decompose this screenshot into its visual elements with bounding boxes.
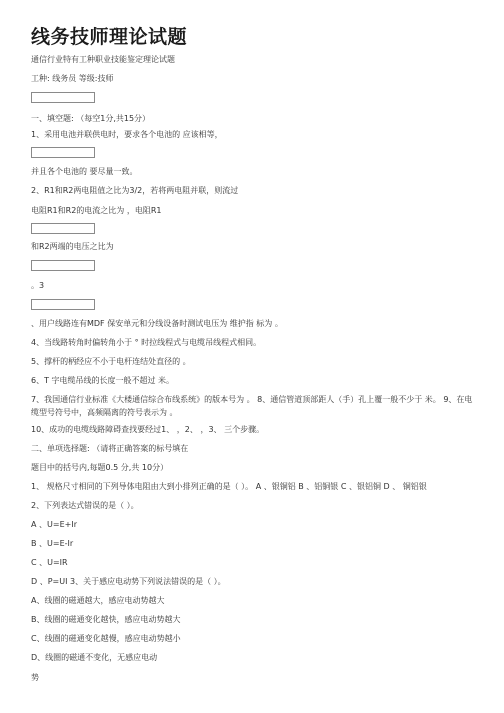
option-text: B、线圈的磁通变化越快，感应电动势越大 [31,615,181,624]
option-text: A、线圈的磁通越大，感应电动势越大 [31,596,165,605]
question-text: 1、 规格尺寸相同的下列导体电阻由大到小排列正确的是（ ）。 A 、银铜铝 B 、铝铜银 C 、银铝铜 D 、 铜铝银 [31,482,427,491]
document-subtitle: 通信行业特有工种职业技能鉴定理论试题 [31,55,175,64]
question-text: 4、当线路转角时偏转角小于 ° 时拉线程式与电缆吊线程式相同。 [31,338,262,347]
option-text: A 、U=E+Ir [31,520,77,529]
option-text: C 、U=IR [31,558,68,567]
document-meta: 工种: 线务员 等级:技师 [31,74,114,83]
option-text: C、线圈的磁通变化越慢，感应电动势越小 [31,634,181,643]
answer-blank[interactable] [31,299,95,310]
question-text: 5、撑杆的柄经应不小于电杆连结处直径的 。 [31,357,191,366]
question-text: 电阻R1和R2的电流之比为 ，电阻R1 [31,206,162,215]
document-title: 线务技师理论试题 [31,26,188,48]
option-text: B 、U=E-Ir [31,539,74,548]
section-header: 二、单项选择题: （请将正确答案的标号填在 [31,444,189,453]
question-text: 7、我国通信行业标准《大楼通信综合布线系统》的版本号为 。 8、通信管道顶部距人（手）孔上覆一般不少于 米。 9、在电缆型号符号中，高频隔离的符号表示为 。 [31,395,473,417]
section-header: 一、填空题: （每空1分,共15分） [31,114,151,123]
section-note: 题目中的括号内,每题0.5 分,共 10分） [31,463,169,472]
question-text: 2、R1和R2两电阻值之比为3/2，若将两电阻并联，则流过 [31,186,239,195]
question-text: 。3 [31,281,45,290]
question-text: 和R2两端的电压之比为 [31,242,114,251]
option-text: D 、P=UI 3、关于感应电动势下列说法错误的是（ ）。 [31,577,226,586]
question-text: 1、采用电池并联供电时，要求各个电池的 应该相等， [31,130,223,139]
question-text: 6、T 字电缆吊线的长度一般不超过 米。 [31,376,175,385]
question-text: 并且各个电池的 要尽量一致。 [31,167,138,176]
question-text: 10、成功的电缆线路障碍查找要经过1、 ，2、 ，3、 三个步骤。 [31,425,265,434]
option-text: 势 [31,673,39,682]
option-text: D、线圈的磁通不变化，无感应电动 [31,653,158,662]
answer-blank[interactable] [31,223,95,234]
question-text: 、用户线路连有MDF 保安单元和分线设备时测试电压为 维护指 标为 。 [31,319,283,328]
answer-blank[interactable] [31,92,95,103]
answer-blank[interactable] [31,260,95,271]
question-text: 2、下列表达式错误的是（ ）。 [31,501,139,510]
answer-blank[interactable] [31,147,95,158]
